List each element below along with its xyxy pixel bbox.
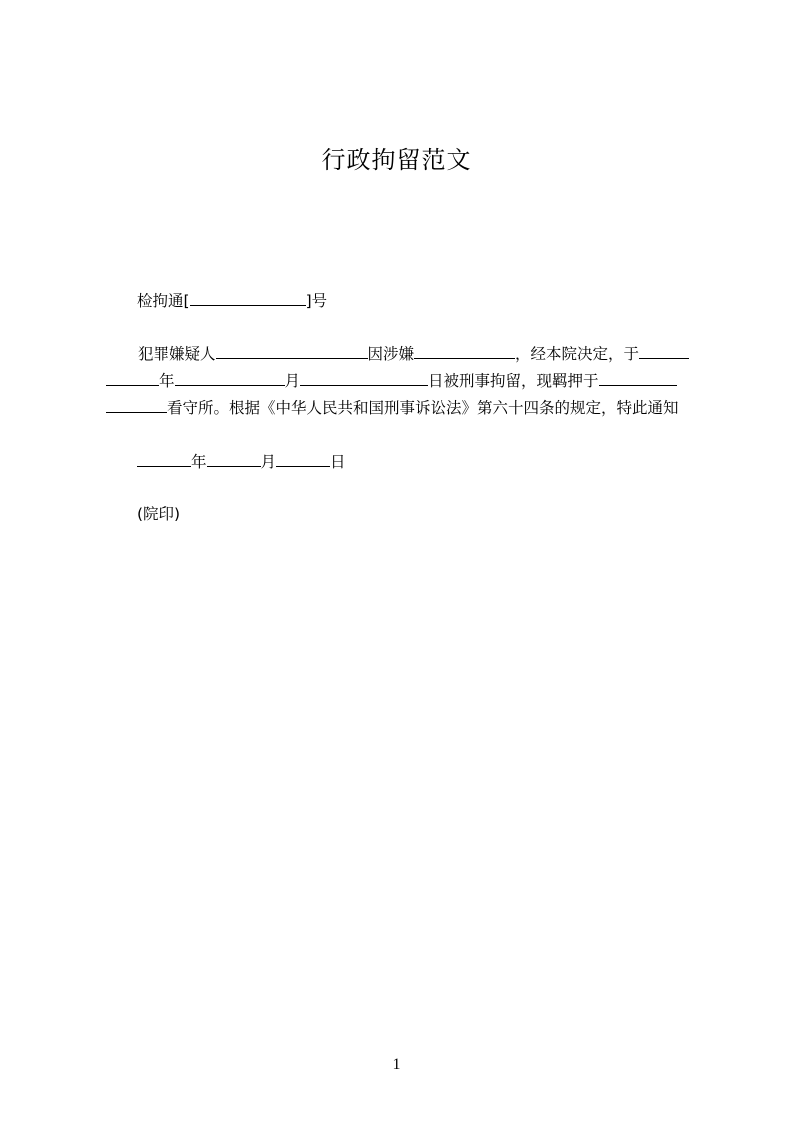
reference-number-line xyxy=(137,291,327,311)
paragraph-line-2 xyxy=(106,371,677,391)
year-blank xyxy=(106,371,159,386)
detention-place-blank-cont xyxy=(106,398,167,413)
date-month-blank xyxy=(207,452,261,467)
ref-number-blank xyxy=(190,291,306,306)
date-day-label: 日 xyxy=(330,453,346,471)
suspected-of-label: 因涉嫌 xyxy=(367,345,415,363)
suspect-name-blank xyxy=(216,344,368,359)
date-day-blank xyxy=(276,452,330,467)
paragraph-line-3 xyxy=(106,398,679,418)
day-blank xyxy=(300,371,428,386)
paragraph-line-1 xyxy=(138,344,689,364)
month-blank xyxy=(175,371,285,386)
year-label: 年 xyxy=(159,372,175,390)
document-title: 行政拘留范文 xyxy=(321,146,472,174)
decided-label: ，经本院决定，于 xyxy=(515,345,640,363)
ref-prefix: 检拘通[ xyxy=(137,292,190,310)
page-number: 1 xyxy=(392,1056,401,1073)
detained-label: 日被刑事拘留，现羁押于 xyxy=(428,372,599,390)
detention-center-text: 看守所。根据《中华人民共和国刑事诉讼法》第六十四条的规定，特此通知 xyxy=(167,399,679,417)
date-year-label: 年 xyxy=(191,453,207,471)
date-month-label: 月 xyxy=(260,453,277,471)
month-label: 月 xyxy=(284,372,301,390)
charge-blank xyxy=(414,344,515,359)
detention-place-blank xyxy=(599,371,677,386)
date-blank-start xyxy=(639,344,689,359)
date-line xyxy=(137,452,346,472)
ref-suffix: ]号 xyxy=(305,292,328,310)
date-year-blank xyxy=(137,452,191,467)
seal-label: (院印) xyxy=(137,505,181,523)
suspect-label: 犯罪嫌疑人 xyxy=(138,345,216,363)
